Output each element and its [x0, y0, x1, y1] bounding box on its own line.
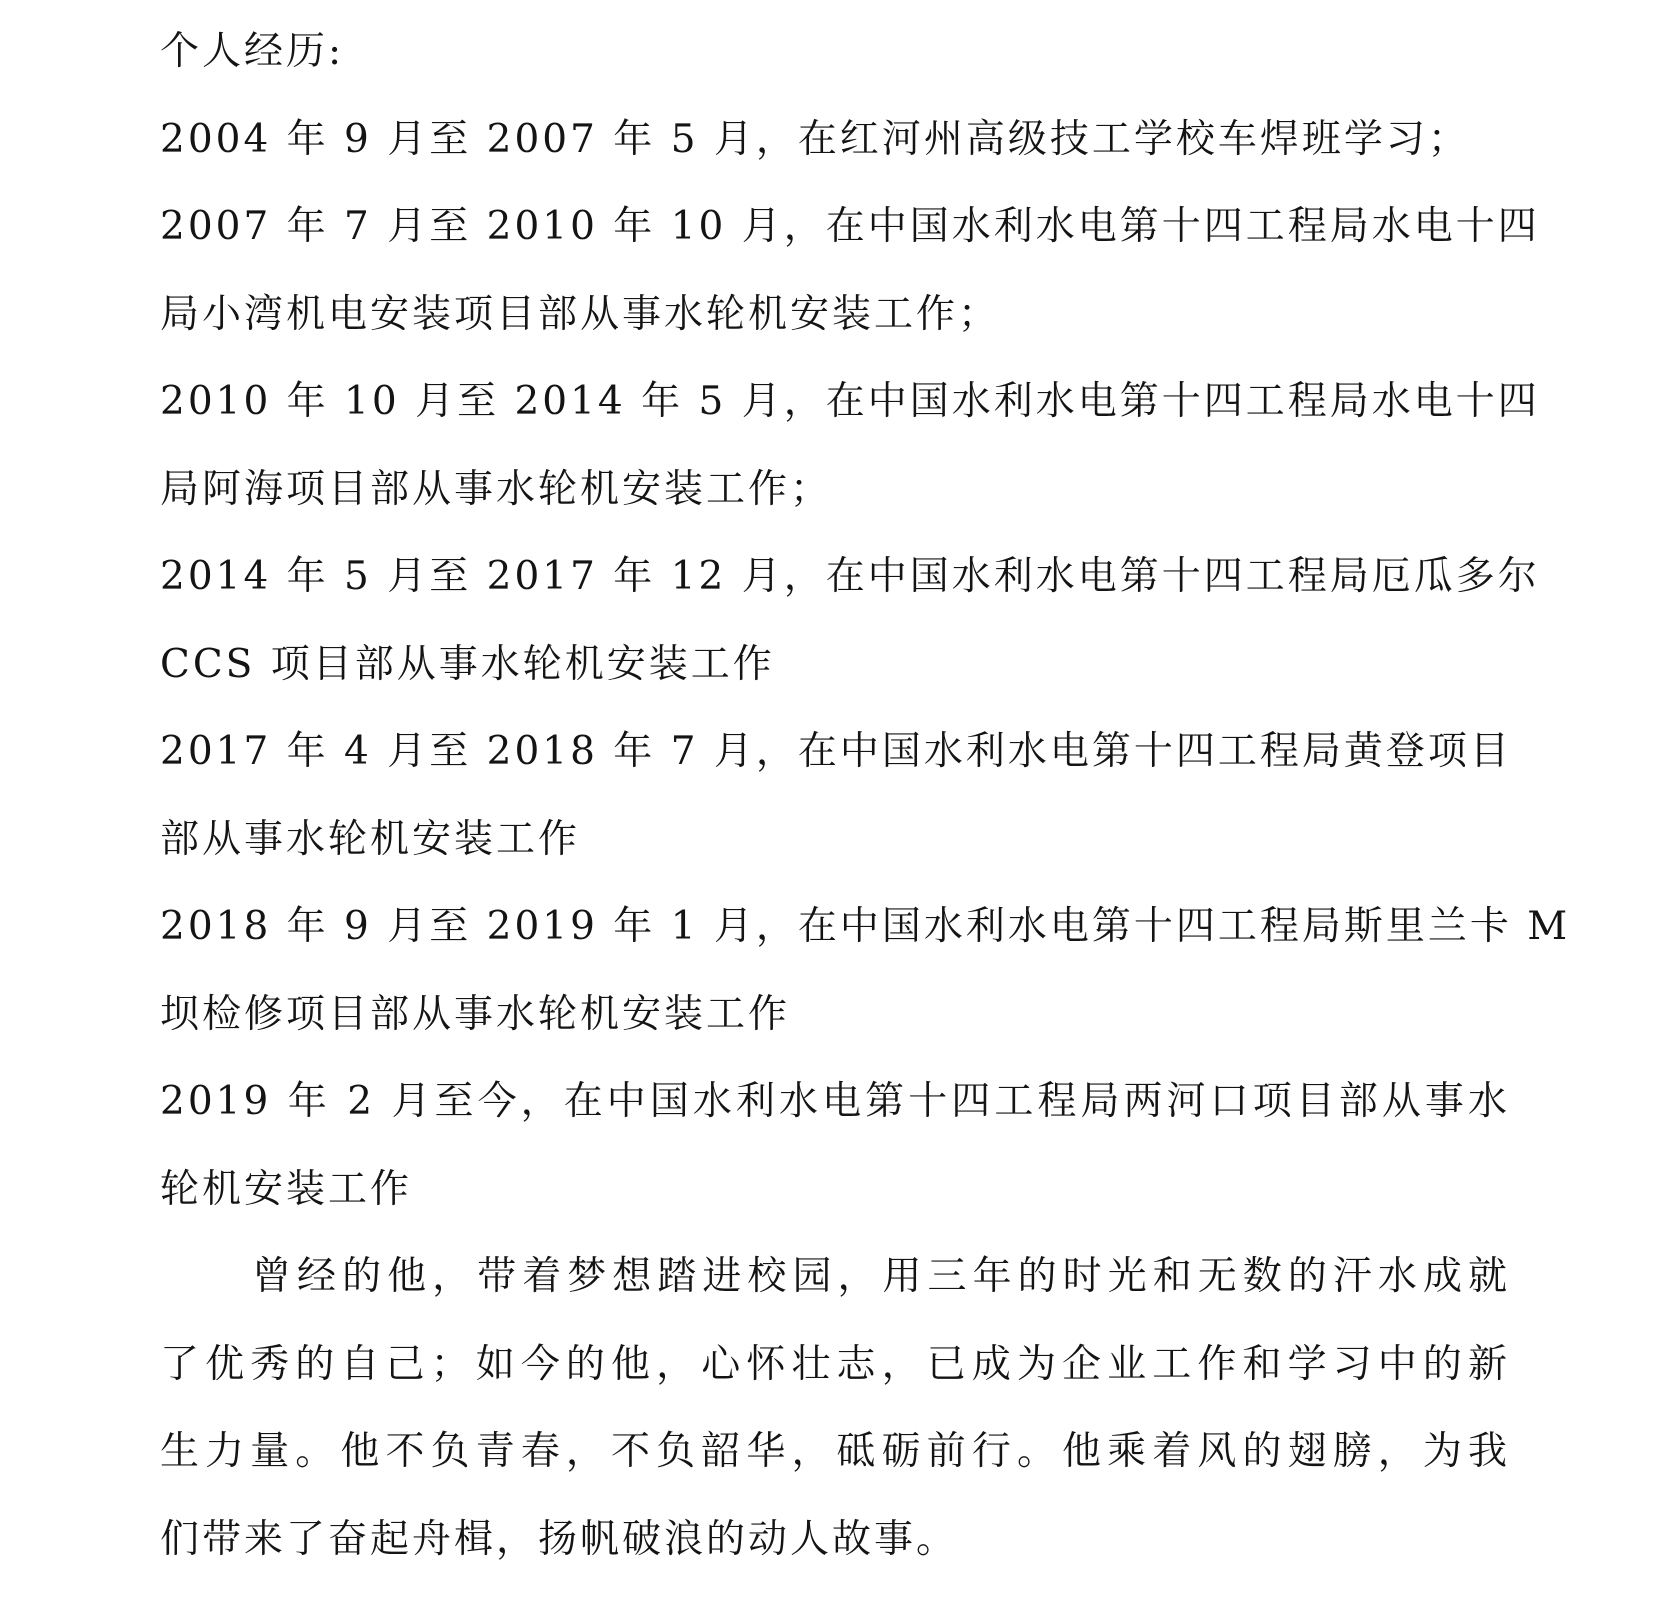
experience-entry-1-line-1: 2004 年 9 月至 2007 年 5 月，在红河州高级技工学校车焊班学习；: [160, 116, 1470, 162]
experience-entry-5-line-1: 2017 年 4 月至 2018 年 7 月，在中国水利水电第十四工程局黄登项目: [160, 729, 1512, 774]
experience-entry-5-line-2: 部从事水轮机安装工作: [160, 816, 581, 862]
closing-paragraph-line-3: 生力量。他不负青春，不负韶华，砥砺前行。他乘着风的翅膀，为我: [160, 1429, 1510, 1474]
closing-paragraph-line-1: 曾经的他，带着梦想踏进校园，用三年的时光和无数的汗水成就: [252, 1254, 1510, 1299]
experience-entry-2-line-1: 2007 年 7 月至 2010 年 10 月，在中国水利水电第十四工程局水电十四: [160, 204, 1540, 249]
experience-entry-4-line-2: CCS 项目部从事水轮机安装工作: [160, 641, 775, 687]
experience-entry-3-line-2: 局阿海项目部从事水轮机安装工作；: [160, 466, 833, 512]
experience-entry-6-line-2: 坝检修项目部从事水轮机安装工作: [160, 991, 791, 1037]
resume-text: [160, 8, 1571, 1583]
experience-entry-7-line-2: 轮机安装工作: [160, 1166, 413, 1212]
experience-entry-4-line-1: 2014 年 5 月至 2017 年 12 月，在中国水利水电第十四工程局厄瓜多尔: [160, 554, 1540, 599]
section-heading: 个人经历:: [160, 29, 345, 74]
experience-entry-2-line-2: 局小湾机电安装项目部从事水轮机安装工作；: [160, 291, 1001, 337]
closing-paragraph-line-2: 了优秀的自己；如今的他，心怀壮志，已成为企业工作和学习中的新: [160, 1341, 1510, 1387]
experience-entry-3-line-1: 2010 年 10 月至 2014 年 5 月，在中国水利水电第十四工程局水电十四: [160, 379, 1540, 424]
closing-paragraph-line-4: 们带来了奋起舟楫，扬帆破浪的动人故事。: [160, 1516, 959, 1562]
experience-entry-6-line-1: 2018 年 9 月至 2019 年 1 月，在中国水利水电第十四工程局斯里兰卡 M: [160, 904, 1571, 949]
experience-entry-7-line-1: 2019 年 2 月至今，在中国水利水电第十四工程局两河口项目部从事水: [160, 1079, 1510, 1124]
